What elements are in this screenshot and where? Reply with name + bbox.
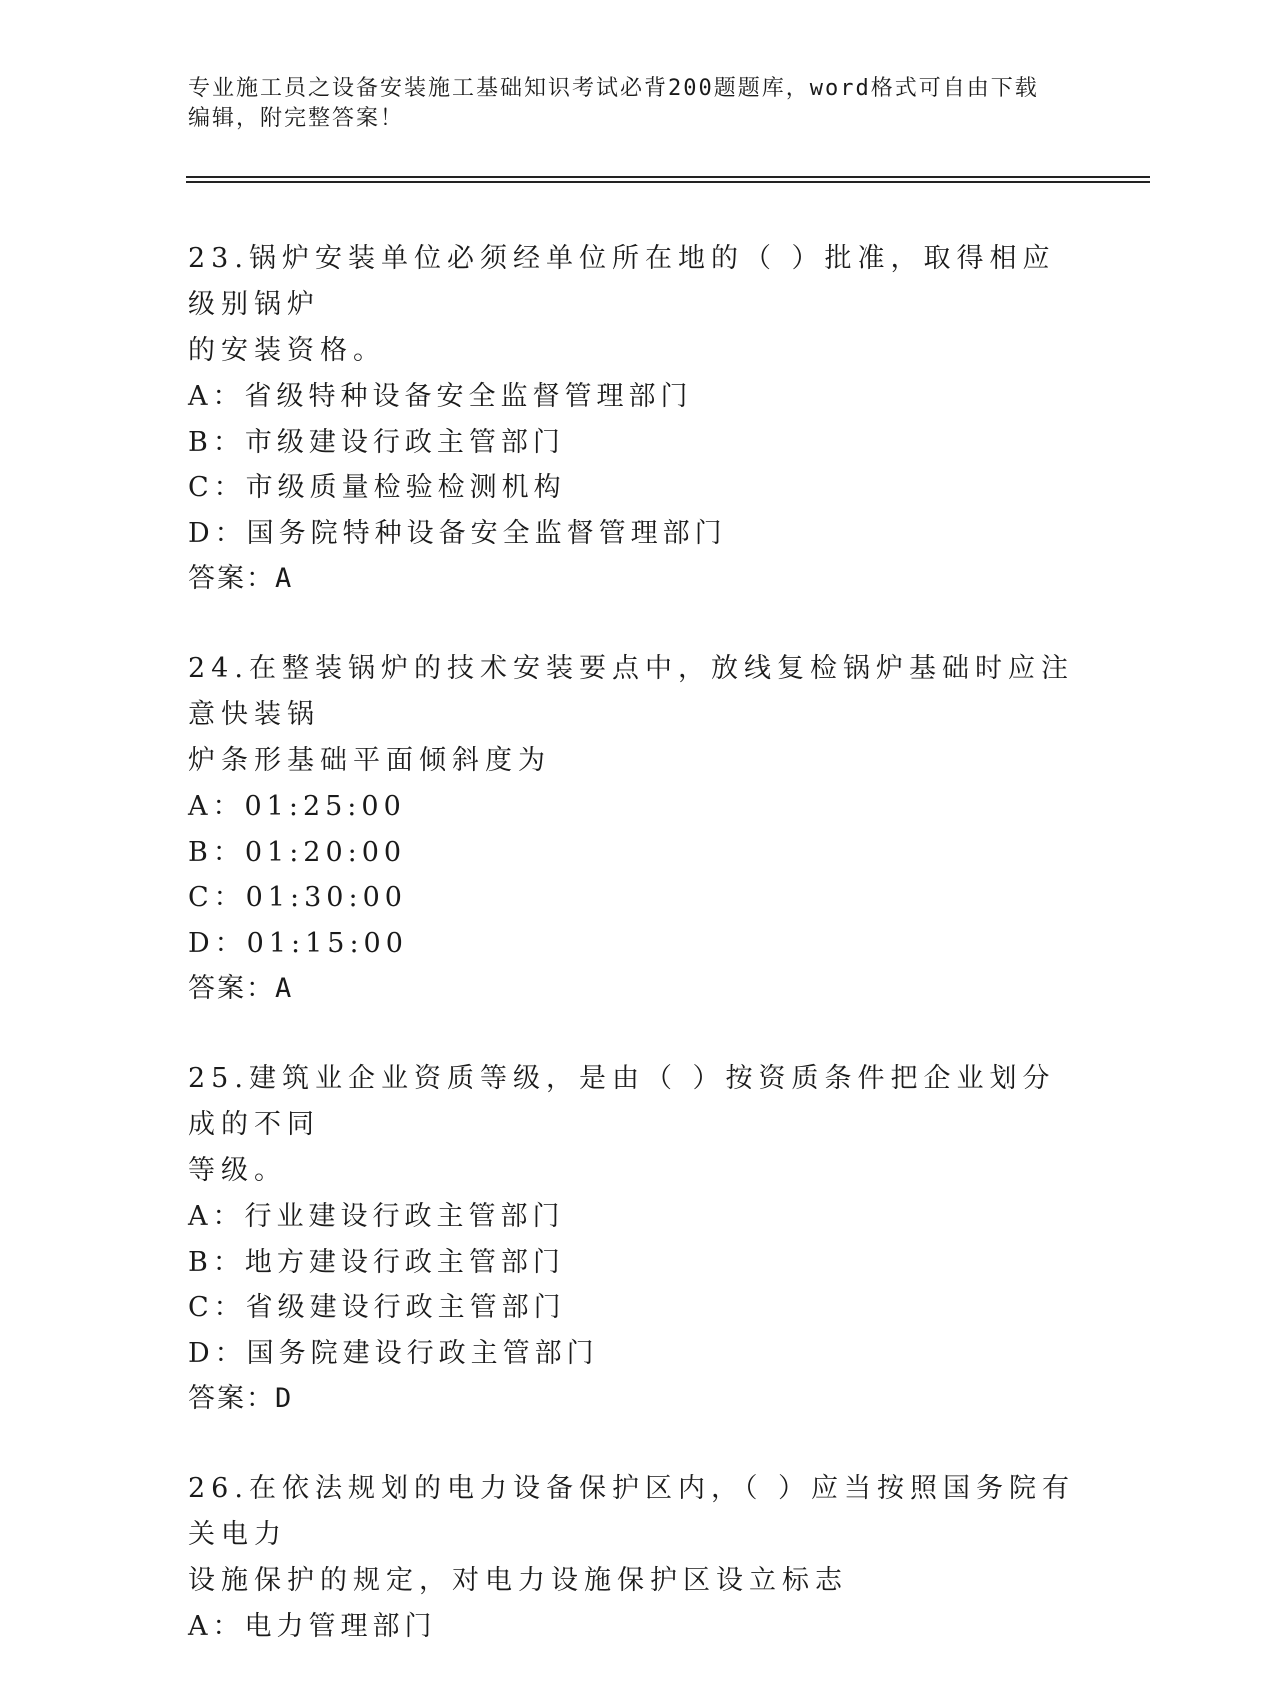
question-stem-line-1: 23.锅炉安装单位必须经单位所在地的（ ）批准，取得相应级别锅炉 <box>188 243 1056 320</box>
question-25 <box>188 1056 1088 1422</box>
question-23 <box>188 236 1088 602</box>
question-stem-line-2: 等级。 <box>188 1155 287 1186</box>
option-c: C：省级建设行政主管部门 <box>188 1292 566 1323</box>
question-stem-line-1: 25.建筑业企业资质等级，是由（ ）按资质条件把企业划分成的不同 <box>188 1063 1056 1140</box>
question-26 <box>188 1466 1088 1650</box>
question-stem-line-2: 炉条形基础平面倾斜度为 <box>188 745 551 776</box>
option-b: B：地方建设行政主管部门 <box>188 1246 565 1278</box>
question-stem-line-1: 26.在依法规划的电力设备保护区内，（ ）应当按照国务院有关电力 <box>188 1473 1076 1550</box>
question-24 <box>188 646 1088 1012</box>
header-line-1: 专业施工员之设备安装施工基础知识考试必背200题题库，word格式可自由下载 <box>188 76 1039 101</box>
question-stem <box>188 236 1088 374</box>
answer: 答案：A <box>188 973 294 1004</box>
question-stem <box>188 646 1088 784</box>
option-d: D：国务院建设行政主管部门 <box>188 1337 599 1369</box>
question-stem <box>188 1056 1088 1194</box>
header-divider-top <box>186 176 1150 178</box>
answer: 答案：D <box>188 1383 294 1414</box>
option-c: C：01:30:00 <box>188 882 407 913</box>
option-d: D：国务院特种设备安全监督管理部门 <box>188 517 727 549</box>
document-header <box>188 74 1078 134</box>
question-stem-line-1: 24.在整装锅炉的技术安装要点中，放线复检锅炉基础时应注意快装锅 <box>188 653 1074 730</box>
option-a: A：01:25:00 <box>188 791 406 822</box>
option-c: C：市级质量检验检测机构 <box>188 472 566 503</box>
option-a: A：电力管理部门 <box>188 1611 437 1642</box>
question-stem-line-2: 设施保护的规定，对电力设施保护区设立标志 <box>188 1565 848 1596</box>
question-stem <box>188 1466 1088 1604</box>
option-b: B：市级建设行政主管部门 <box>188 426 565 458</box>
option-b: B：01:20:00 <box>188 836 407 868</box>
answer: 答案：A <box>188 563 294 594</box>
option-a: A：行业建设行政主管部门 <box>188 1201 565 1232</box>
option-a: A：省级特种设备安全监督管理部门 <box>188 381 693 412</box>
option-d: D：01:15:00 <box>188 927 408 959</box>
header-line-2: 编辑，附完整答案！ <box>188 106 405 131</box>
question-stem-line-2: 的安装资格。 <box>188 335 386 366</box>
question-list <box>188 236 1088 1694</box>
header-divider-bottom <box>186 181 1150 183</box>
